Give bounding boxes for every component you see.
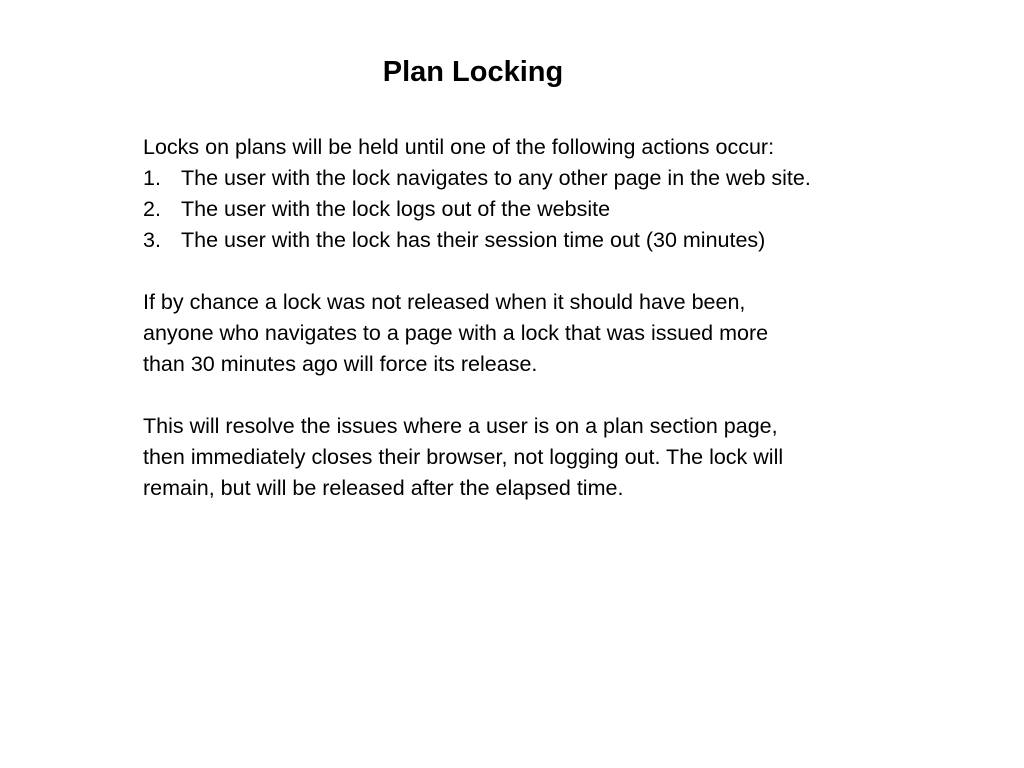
- paragraph-spacer: [143, 380, 813, 411]
- list-item-number: 3.: [143, 228, 161, 252]
- slide-title: Plan Locking: [382, 56, 564, 88]
- release-paragraph: If by chance a lock was not released when it should have been, anyone who navigates to a page with a lock that was issued more than 30 minutes ago will force its release.: [143, 290, 769, 376]
- list-item-text: The user with the lock navigates to any other page in the web site.: [181, 166, 811, 190]
- slide-body: [143, 132, 813, 504]
- resolution-paragraph: This will resolve the issues where a user is on a plan section page, then immediately closes their browser, not logging out. The lock will remain, but will be released after the elapsed time.: [143, 414, 784, 500]
- lock-release-list: [143, 163, 813, 256]
- intro-paragraph: Locks on plans will be held until one of the following actions occur:: [143, 135, 775, 159]
- list-item: [143, 163, 813, 194]
- list-item-number: 1.: [143, 166, 161, 190]
- list-item: [143, 194, 813, 225]
- list-item-text: The user with the lock logs out of the website: [181, 197, 611, 221]
- list-item-text: The user with the lock has their session time out (30 minutes): [181, 228, 766, 252]
- list-item-number: 2.: [143, 197, 161, 221]
- list-item: [143, 225, 813, 256]
- paragraph-spacer: [143, 256, 813, 287]
